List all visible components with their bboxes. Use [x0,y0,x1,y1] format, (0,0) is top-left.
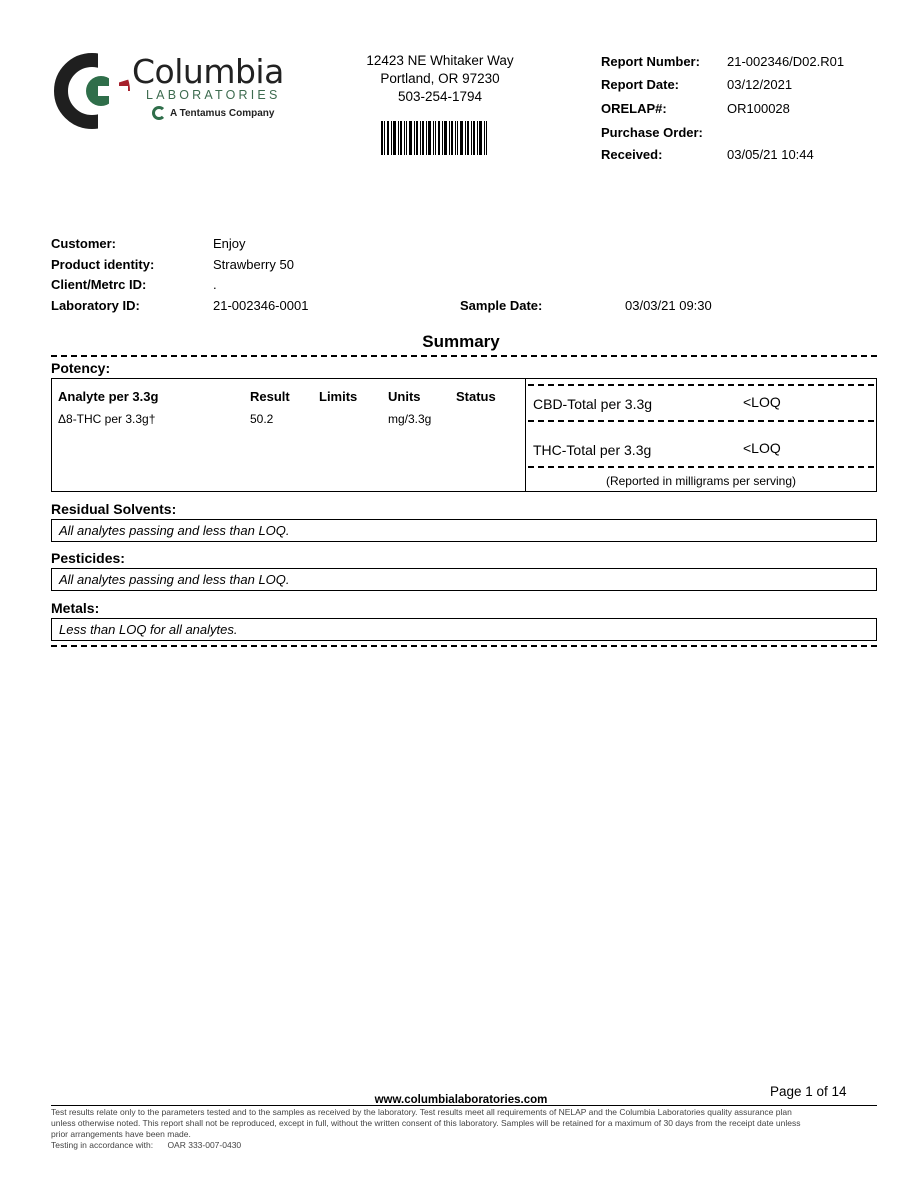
report-number: 21-002346/D02.R01 [727,54,845,69]
tentamus-icon [152,106,166,120]
logo-tagline: A Tentamus Company [170,108,275,119]
row-analyte: Δ8-THC per 3.3g† [58,412,156,426]
summary-title: Summary [422,332,500,351]
columbia-c-icon [52,52,132,130]
thc-total-value: <LOQ [743,440,781,456]
header-limits: Limits [319,389,358,404]
metals-title: Metals: [51,600,100,616]
orelap-number: OR100028 [727,101,790,116]
disclaimer-line-3: prior arrangements have been made. [51,1129,191,1139]
divider [528,466,874,468]
report-number-label: Report Number: [601,54,700,69]
pesticides-title: Pesticides: [51,550,125,566]
customer-value: Enjoy [213,236,246,251]
logo-name: Columbia [132,52,284,91]
divider [51,355,877,357]
cbd-total-value: <LOQ [743,394,781,410]
page-number: Page 1 of 14 [770,1084,847,1099]
client-metrc-id-label: Client/Metrc ID: [51,277,147,292]
client-metrc-id-value: . [213,277,217,292]
serving-note: (Reported in milligrams per serving) [605,474,797,488]
product-identity-label: Product identity: [51,257,155,272]
received-label: Received: [601,147,663,162]
thc-total-label: THC-Total per 3.3g [533,442,652,458]
lab-address [340,52,540,106]
residual-solvents-box [51,519,877,542]
metals-text: Less than LOQ for all analytes. [59,622,238,637]
row-result: 50.2 [250,412,274,426]
cbd-total-label: CBD-Total per 3.3g [533,396,653,412]
sample-date-label: Sample Date: [460,298,543,313]
product-identity-value: Strawberry 50 [213,257,294,272]
divider [528,384,874,386]
footer-disclaimer [51,1107,877,1151]
potency-title: Potency: [51,360,111,376]
company-logo [52,50,297,132]
header-units: Units [388,389,421,404]
logo-subtitle: LABORATORIES [146,88,281,102]
sample-date-value: 03/03/21 09:30 [625,298,712,313]
row-units: mg/3.3g [388,412,432,426]
footer-rule [51,1105,877,1106]
residual-solvents-text: All analytes passing and less than LOQ. [59,523,290,538]
address-phone: 503-254-1794 [397,89,483,104]
orelap-label: ORELAP#: [601,101,667,116]
laboratory-id-label: Laboratory ID: [51,298,140,313]
address-street: 12423 NE Whitaker Way [366,53,514,68]
residual-solvents-title: Residual Solvents: [51,501,177,517]
disclaimer-line-2: unless otherwise noted. This report shall not be reproduced, except in full, without the written consent of this laboratory. Samples will be retained for a maximum of 30 days from the receipt date unless [51,1118,801,1128]
disclaimer-line-1: Test results relate only to the parameters tested and to the samples as received by the laboratory. Test results meet all requirements of NELAP and the Columbia Laboratories quality assurance plan [51,1107,792,1117]
pesticides-text: All analytes passing and less than LOQ. [59,572,290,587]
laboratory-id-value: 21-002346-0001 [213,298,309,313]
header-result: Result [250,389,290,404]
testing-line [51,1140,877,1151]
report-date-label: Report Date: [601,77,680,92]
header-analyte: Analyte per 3.3g [58,389,159,404]
barcode [381,121,487,155]
address-city: Portland, OR 97230 [380,71,500,86]
divider [528,420,874,422]
metals-box [51,618,877,641]
report-date: 03/12/2021 [727,77,793,92]
header-status: Status [456,389,496,404]
pesticides-box [51,568,877,591]
purchase-order-label: Purchase Order: [601,125,703,140]
testing-value: OAR 333-007-0430 [167,1140,242,1150]
received-date: 03/05/21 10:44 [727,147,814,162]
website-link[interactable]: www.columbialaboratories.com [374,1094,548,1106]
testing-label: Testing in accordance with: [51,1140,154,1150]
divider [51,645,877,647]
customer-label: Customer: [51,236,117,251]
potency-divider [525,378,526,492]
